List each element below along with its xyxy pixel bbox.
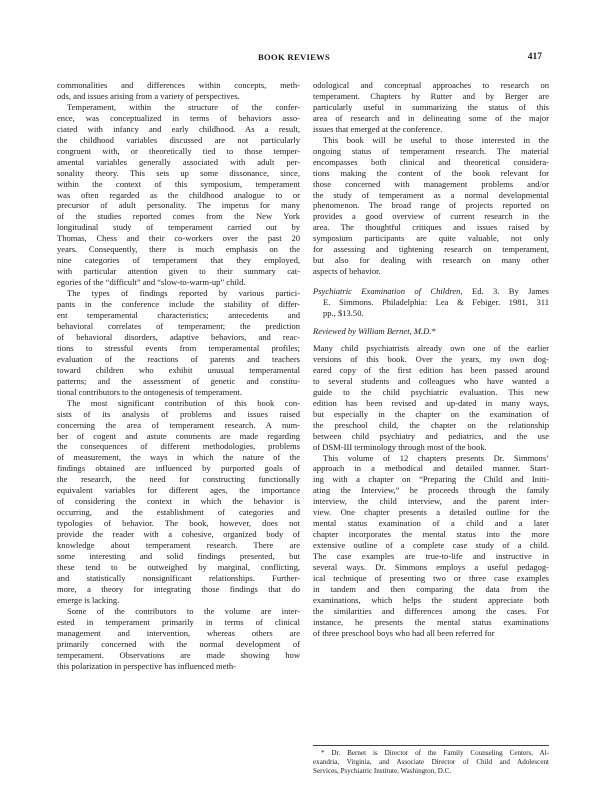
- text-line: tions making the content of the book relevant for: [313, 167, 549, 178]
- review-body: [313, 343, 549, 639]
- text-line: management and intervention, whereas others are: [57, 627, 300, 638]
- text-line: guide to the child psychiatric evaluation. This new: [313, 386, 549, 397]
- text-line: view. One chapter presents a detailed outline for the: [313, 507, 549, 518]
- text-line: Many child psychiatrists already own one of the earlier: [313, 342, 549, 353]
- text-line: Temperament, within the structure of the confer-: [67, 101, 300, 112]
- text-line: approach in a methodical and detailed manner. Start-: [313, 463, 549, 474]
- text-line: primarily concerned with the normal development of: [57, 638, 300, 649]
- text-line: of behavioral disorders, adaptive behaviors, and reac-: [57, 331, 300, 342]
- footnote: [313, 749, 549, 777]
- text-line: temperament. Chapters by Rutter and by Berger are: [313, 90, 549, 101]
- text-line: of DSM-III terminology through most of the book.: [313, 441, 487, 452]
- text-line: symposium participants are quite valuable, not only: [313, 233, 549, 244]
- text-line: ical technique of presenting two or three case examples: [313, 572, 549, 583]
- text-line: commonalities and differences within concepts, meth-: [57, 80, 300, 90]
- text-line: of measurement, the ways in which the nature of the: [57, 452, 300, 463]
- text-line: but especially in the chapter on the examination of: [313, 408, 549, 419]
- text-line: extensive outline of a complete case study of a child.: [313, 540, 549, 551]
- citation-price: pp., $13.50.: [323, 308, 364, 319]
- paragraph: [57, 398, 300, 606]
- text-line: toward children who exhibit unusual temperamental: [57, 364, 300, 375]
- text-line: the preschool child, the chapter on the relationship: [313, 419, 549, 430]
- text-line: of considering the context in which the behavior is: [57, 496, 300, 507]
- text-line: instance, he presents the mental status examinations: [313, 616, 549, 627]
- reviewer-line: Reviewed by William Bernet, M.D.*: [313, 326, 436, 337]
- book-citation: [313, 286, 549, 319]
- text-line: longitudinal study of temperament carried out by: [57, 222, 300, 233]
- text-line: encompasses both clinical and theoretical considera-: [313, 156, 549, 167]
- text-line: of the studies reported comes from the New York: [57, 211, 300, 222]
- citation-edition-author: Ed. 3. By James: [462, 286, 549, 297]
- right-column: [313, 80, 549, 639]
- text-line: amental variables generally associated with adult per-: [57, 156, 300, 167]
- paragraph: [313, 343, 549, 453]
- text-line: pants in the conference include the stability of differ-: [57, 299, 300, 310]
- text-line: tions to stressful events from temperamental profiles;: [57, 342, 300, 353]
- text-line: behavioral correlates of temperament; the prediction: [57, 320, 300, 331]
- footnote-line: * Dr. Bernet is Director of the Family Counseling Centers, Al-: [321, 749, 549, 757]
- text-line: ent temperamental characteristics; antecedents and: [57, 310, 300, 321]
- footnote-rule: [313, 745, 549, 746]
- text-line: ber of cogent and astute comments are made regarding: [57, 430, 300, 441]
- text-line: occurring, and the establishment of categories and: [57, 507, 300, 518]
- paragraph: [313, 80, 549, 135]
- review-continuation: [313, 80, 549, 277]
- text-line: Thomas, Chess and their co-workers over the past 20: [57, 233, 300, 244]
- text-line: was often regarded as the childhood analogue to or: [57, 189, 300, 200]
- paragraph: [313, 453, 549, 639]
- text-line: congruent with, or theoretically tied to those temper-: [57, 145, 300, 156]
- text-line: knowledge about temperament research. There are: [57, 540, 300, 551]
- text-line: equivalent variables for different ages, the importance: [57, 485, 300, 496]
- text-line: these tend to be outweighed by marginal, conflicting,: [57, 561, 300, 572]
- text-line: The most significant contribution of this book con-: [67, 397, 300, 408]
- text-line: to several students and colleagues who have wanted a: [313, 375, 549, 386]
- text-line: the similarities and differences among the cases. For: [313, 605, 549, 616]
- paragraph: [57, 606, 300, 672]
- text-line: edition has been revised and up-dated in many ways,: [313, 397, 549, 408]
- text-line: ongoing status of temperament research. The material: [313, 145, 549, 156]
- book-title: Psychiatric Examination of Children,: [313, 286, 463, 297]
- text-line: egories of the “difficult” and “slow-to-warm-up” child.: [57, 277, 246, 288]
- text-line: tional contributors to the ontogenesis of temperament.: [57, 386, 242, 397]
- text-line: chapter incorporates the mental status into the more: [313, 529, 549, 540]
- text-line: and statistically nonsignificant relationships. Further-: [57, 572, 300, 583]
- text-line: mental status examination of a child and a later: [313, 518, 549, 529]
- text-line: the research, the need for constructing functionally: [57, 474, 300, 485]
- text-line: the consequences of different methodologies, problems: [57, 441, 300, 452]
- text-line: findings obtained are influenced by purported goals of: [57, 463, 300, 474]
- paragraph: [57, 80, 300, 102]
- text-line: evaluation of the reactions of parents and teachers: [57, 353, 300, 364]
- paragraph: [57, 102, 300, 288]
- text-line: area. The thoughtful critiques and issues raised by: [313, 222, 549, 233]
- text-line: examinations, which helps the student appreciate both: [313, 594, 549, 605]
- text-line: within the context of this symposium, temperament: [57, 178, 300, 189]
- text-line: issues that emerged at the conference.: [313, 123, 443, 134]
- text-line: sists of its analysis of problems and issues raised: [57, 408, 300, 419]
- text-line: area of research and in delineating some of the major: [313, 112, 549, 123]
- text-line: patterns; and the assessment of genetic and constitu-: [57, 375, 300, 386]
- text-line: more, a theory for integrating those findings that do: [57, 583, 300, 594]
- text-line: precursor of adult personality. The impetus for many: [57, 200, 300, 211]
- text-line: phenomenon. The broad range of projects reported on: [313, 200, 549, 211]
- text-line: of three preschool boys who had all been referred for: [313, 627, 495, 638]
- text-line: those concerned with management problems and/or: [313, 178, 549, 189]
- text-line: Some of the contributors to the volume are inter-: [67, 605, 300, 616]
- text-line: years. Consequently, there is much emphasis on the: [57, 244, 300, 255]
- text-line: ested in temperament primarily in terms of clinical: [57, 616, 300, 627]
- text-line: some interesting and solid findings presented, but: [57, 550, 300, 561]
- text-line: The case examples are true-to-life and instructive in: [313, 551, 549, 562]
- running-title: BOOK REVIEWS: [258, 52, 331, 62]
- text-line: ciated with infancy and early childhood. As a result,: [57, 123, 300, 134]
- text-line: typologies of behavior. The book, however, does not: [57, 518, 300, 529]
- text-line: ating the Interview,” he proceeds through the family: [313, 485, 549, 496]
- text-line: the study of temperament as a normal developmental: [313, 189, 549, 200]
- text-line: particularly useful in summarizing the status of this: [313, 101, 549, 112]
- paragraph: [313, 135, 549, 277]
- text-line: ence, was conceptualized in terms of behaviors asso-: [57, 112, 300, 123]
- text-line: temperament. Observations are made showing how: [57, 649, 300, 660]
- citation-publisher: E. Simmons. Philadelphia: Lea & Febiger. 1981, 311: [323, 297, 549, 308]
- text-line: provide the reader with a cohesive, organized body of: [57, 529, 300, 540]
- text-line: nine categories of temperament that they employed,: [57, 255, 300, 266]
- text-line: in tandem and then comparing the data from the: [313, 583, 549, 594]
- text-line: concerning the area of temperament research. A num-: [57, 419, 300, 430]
- text-line: This volume of 12 chapters presents Dr. Simmons’: [323, 452, 549, 463]
- text-line: for assessing and tightening research on temperament,: [313, 244, 549, 255]
- text-line: odological and conceptual approaches to research on: [313, 80, 549, 90]
- text-line: interview, the child interview, and the parent inter-: [313, 496, 549, 507]
- footnote-line: Services, Psychiatric Institute, Washington, D.C.: [313, 767, 452, 776]
- text-line: but also for dealing with research on many other: [313, 255, 549, 266]
- page-header: [0, 52, 600, 66]
- text-line: ing with a chapter on “Preparing the Child and Initi-: [313, 474, 549, 485]
- text-line: the childhood variables discussed are not particularly: [57, 134, 300, 145]
- text-line: aspects of behavior.: [313, 266, 381, 277]
- footnote-line: exandria, Virginia, and Associate Director of Child and Adolescent: [313, 758, 549, 767]
- page-number: 417: [527, 52, 542, 62]
- text-line: this polarization in perspective has influenced meth-: [57, 660, 236, 671]
- text-line: provides a good overview of current research in the: [313, 211, 549, 222]
- left-column: [57, 80, 300, 671]
- text-line: between child psychiatry and pediatrics, and the use: [313, 430, 549, 441]
- text-line: with particular attention given to their summary cat-: [57, 266, 300, 277]
- text-line: The types of findings reported by various partici-: [67, 288, 300, 299]
- text-line: versions of this book. Over the years, my own dog-: [313, 353, 549, 364]
- text-line: sonality theory. This sets up some dissonance, since,: [57, 167, 300, 178]
- text-line: emerge is lacking.: [57, 594, 120, 605]
- paragraph: [57, 288, 300, 398]
- text-line: ods, and issues arising from a variety of perspectives.: [57, 90, 240, 101]
- text-line: eared copy of the first edition has been passed around: [313, 364, 549, 375]
- text-line: several ways. Dr. Simmons employs a useful pedagog-: [313, 562, 549, 573]
- text-line: This book will be useful to those interested in the: [323, 134, 549, 145]
